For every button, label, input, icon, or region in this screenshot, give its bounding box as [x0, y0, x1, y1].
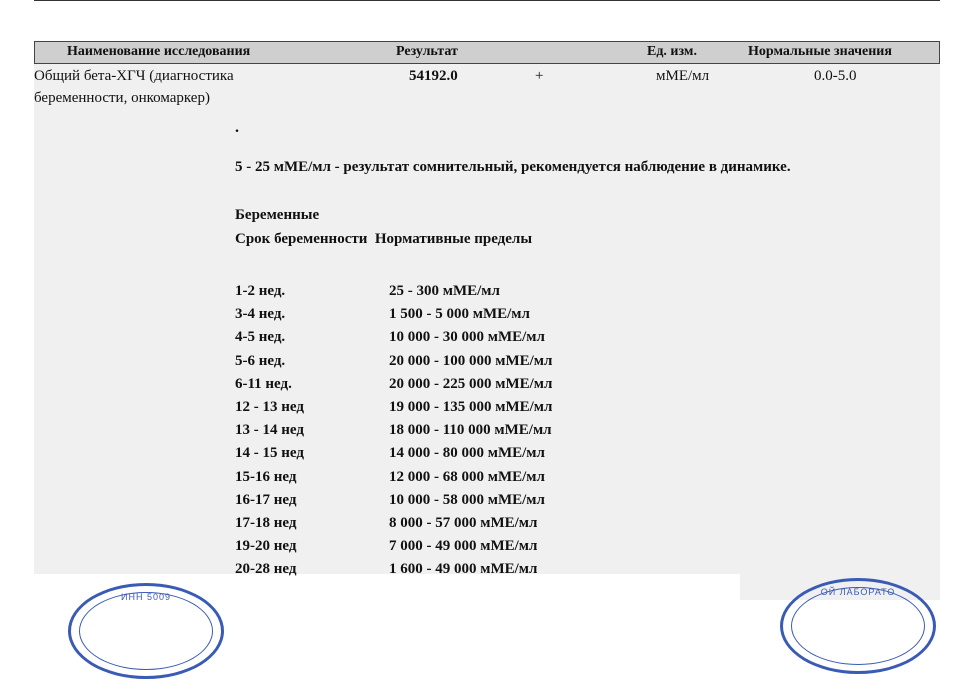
pregnant-title: Беременные: [235, 207, 320, 223]
test-name-line1: Общий бета-ХГЧ (диагностика: [34, 68, 234, 84]
norm-range: 20 000 - 100 000 мМЕ/мл: [389, 352, 553, 369]
norm-term: 20-28 нед: [235, 561, 297, 578]
norm-row: [235, 373, 655, 396]
norm-term: 13 - 14 нед: [235, 422, 304, 439]
norms-columns-title: Срок беременности Нормативные пределы: [235, 231, 533, 247]
norm-term: 3-4 нед.: [235, 306, 286, 323]
doubtful-result-note: 5 - 25 мМЕ/мл - результат сомнительный, рекомендуется наблюдение в динамике.: [235, 159, 791, 175]
pregnancy-norms-list: [235, 280, 655, 581]
norm-term: 5-6 нед.: [235, 352, 286, 369]
norm-range: 19 000 - 135 000 мМЕ/мл: [389, 398, 553, 415]
norm-row: [235, 303, 655, 326]
result-flag: +: [535, 68, 544, 84]
norm-row: [235, 419, 655, 442]
norm-range: 20 000 - 225 000 мМЕ/мл: [389, 375, 553, 392]
norm-row: [235, 442, 655, 465]
result-unit: мМЕ/мл: [656, 68, 710, 84]
norm-range: 18 000 - 110 000 мМЕ/мл: [389, 422, 552, 439]
stamp-right-text: ОЙ ЛАБОРАТО: [820, 587, 896, 597]
norm-term: 1-2 нед.: [235, 283, 286, 299]
norm-range: 7 000 - 49 000 мМЕ/мл: [389, 538, 538, 555]
norm-term: 6-11 нед.: [235, 375, 292, 392]
norm-term: 17-18 нед: [235, 514, 297, 531]
norm-term: 16-17 нед: [235, 491, 297, 508]
norm-range: 10 000 - 30 000 мМЕ/мл: [389, 329, 545, 346]
header-test-name: Наименование исследования: [67, 44, 251, 59]
norm-row: [235, 512, 655, 535]
norm-row: [235, 489, 655, 512]
norm-term: 15-16 нед: [235, 468, 297, 485]
norm-term: 14 - 15 нед: [235, 445, 304, 462]
norm-row: [235, 280, 655, 303]
norm-range: 1 500 - 5 000 мМЕ/мл: [389, 306, 530, 323]
norm-row: [235, 396, 655, 419]
norm-row: [235, 326, 655, 349]
test-name-line2: беременности, онкомаркер): [34, 90, 210, 106]
top-divider: [34, 0, 940, 1]
comment-dot: .: [235, 119, 239, 136]
norm-range: 10 000 - 58 000 мМЕ/мл: [389, 491, 545, 508]
stamp-left-text: ИНН 5009: [121, 592, 171, 602]
norm-row: [235, 558, 655, 581]
laboratory-stamp-right: [780, 578, 936, 674]
norm-range: 1 600 - 49 000 мМЕ/мл: [389, 561, 538, 578]
organization-stamp-left: [68, 583, 224, 679]
norm-range: 25 - 300 мМЕ/мл: [389, 283, 500, 299]
norm-term: 19-20 нед: [235, 538, 297, 555]
norm-row: [235, 350, 655, 373]
norm-row: [235, 466, 655, 489]
header-normal-values: Нормальные значения: [748, 44, 892, 59]
header-unit: Ед. изм.: [647, 44, 697, 59]
header-result: Результат: [396, 44, 458, 59]
norm-range: 8 000 - 57 000 мМЕ/мл: [389, 514, 538, 531]
results-table-header: [34, 41, 940, 64]
norm-range: 12 000 - 68 000 мМЕ/мл: [389, 468, 545, 485]
stamp-inner-ring: [79, 592, 213, 670]
result-normal-range: 0.0-5.0: [814, 68, 857, 84]
norm-term: 12 - 13 нед: [235, 398, 304, 415]
lab-report-section: [34, 41, 940, 578]
norm-range: 14 000 - 80 000 мМЕ/мл: [389, 445, 545, 462]
norm-row: [235, 535, 655, 558]
test-name: [34, 65, 294, 109]
norm-term: 4-5 нед.: [235, 329, 286, 346]
result-value: 54192.0: [409, 68, 458, 84]
stamp-inner-ring: [791, 587, 925, 665]
